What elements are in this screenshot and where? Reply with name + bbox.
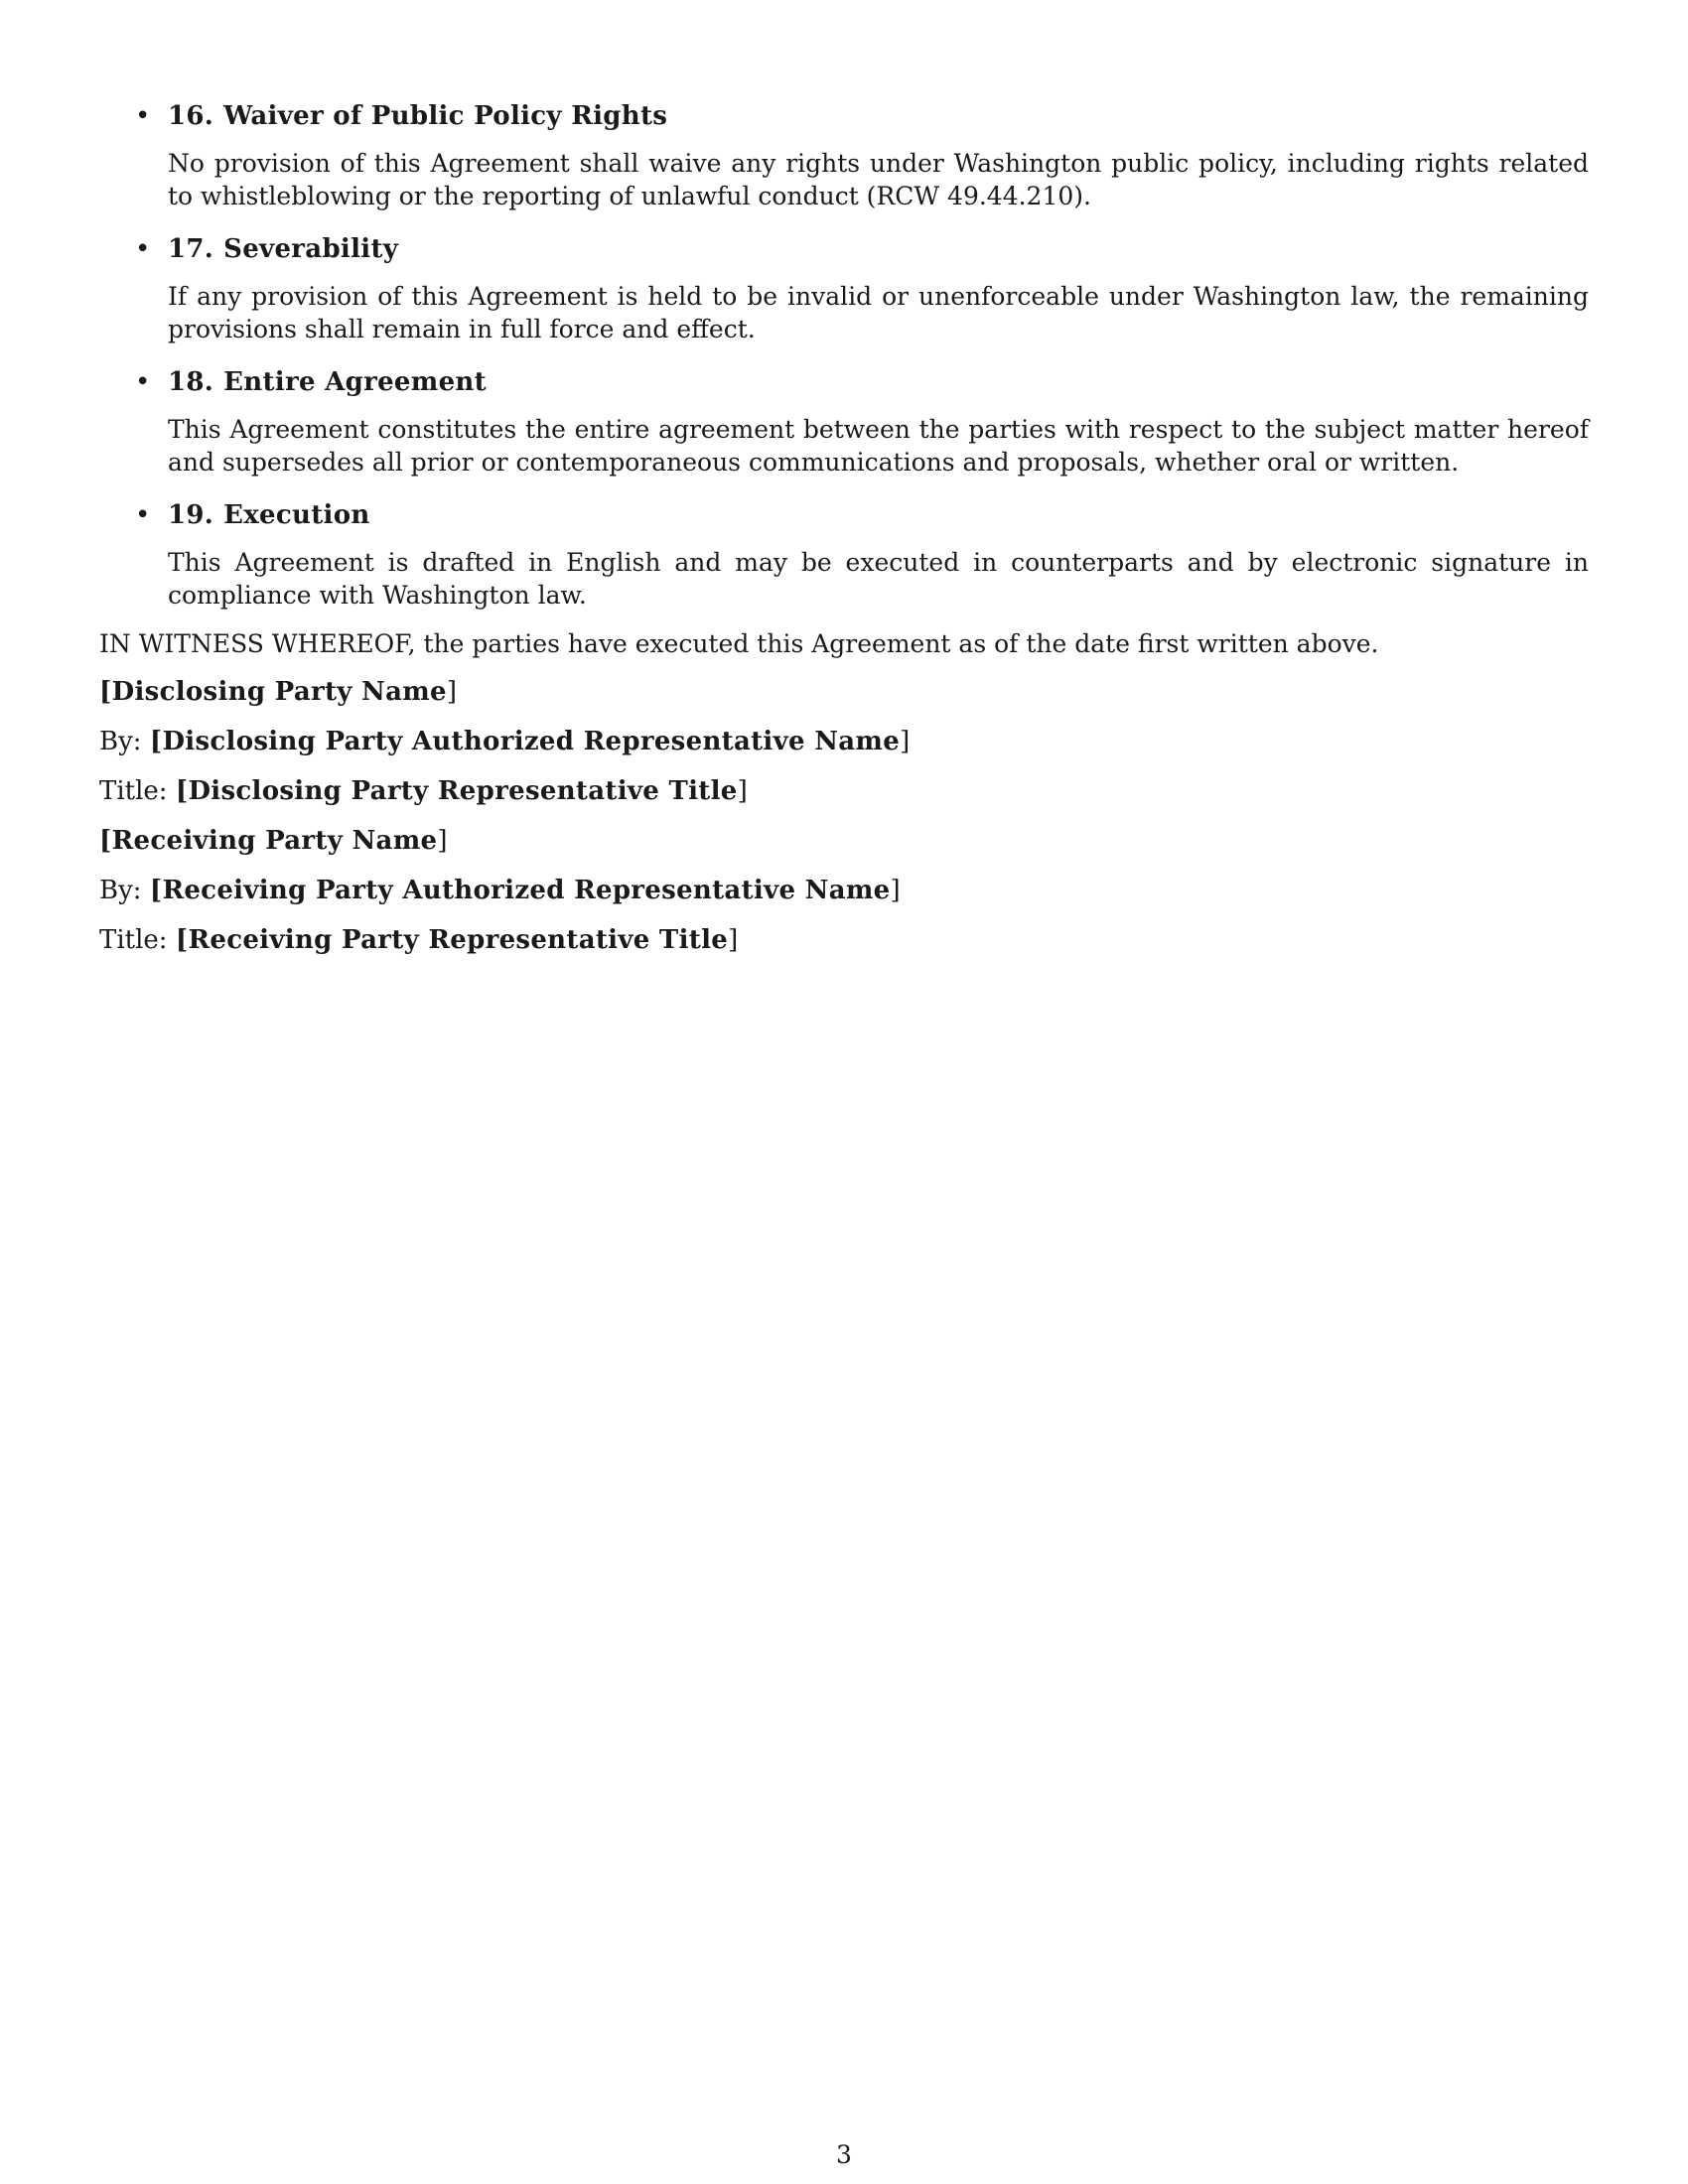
signature-block-disclosing xyxy=(99,674,1589,809)
by-label: By: xyxy=(99,727,150,756)
clause-number: 19. xyxy=(168,500,214,530)
clause-body: This Agreement constitutes the entire agreement between the parties with respect to the subject matter hereof and supersedes all prior or contemporaneous communications and proposals, whether oral or written. xyxy=(168,415,1589,477)
bullet-icon: • xyxy=(135,234,151,264)
receiving-title-line: Title: [Receiving Party Representative Title] xyxy=(99,925,739,955)
disclosing-party-name-line: [Disclosing Party Name] xyxy=(99,677,458,707)
receiving-party-name: Receiving Party Name xyxy=(111,826,438,856)
signature-block-receiving xyxy=(99,823,1589,958)
clause-16 xyxy=(99,95,1589,212)
receiving-rep-title: Receiving Party Representative Title xyxy=(188,925,729,955)
bullet-icon: • xyxy=(135,500,151,530)
clause-body: If any provision of this Agreement is held to be invalid or unenforceable under Washington law, the remaining provisions shall remain in full force and effect. xyxy=(168,282,1589,343)
receiving-rep-name: Receiving Party Authorized Representative Name xyxy=(162,876,891,905)
disclosing-party-name: Disclosing Party Name xyxy=(111,677,447,707)
disclosing-rep-title: Disclosing Party Representative Title xyxy=(188,776,738,806)
page-number: 3 xyxy=(836,2140,852,2169)
clause-title xyxy=(168,228,1589,270)
disclosing-rep-name: Disclosing Party Authorized Representative Name xyxy=(162,727,901,756)
disclosing-by-line: By: [Disclosing Party Authorized Representative Name] xyxy=(99,727,911,756)
clause-heading: Severability xyxy=(223,234,399,264)
clause-heading: Entire Agreement xyxy=(223,367,487,397)
clause-number: 16. xyxy=(168,101,214,131)
by-label: By: xyxy=(99,876,150,905)
witness-statement: IN WITNESS WHEREOF, the parties have executed this Agreement as of the date first written above. xyxy=(99,629,1379,658)
receiving-party-name-line: [Receiving Party Name] xyxy=(99,826,448,856)
clause-title xyxy=(168,494,1589,536)
clause-number: 18. xyxy=(168,367,214,397)
title-label: Title: xyxy=(99,776,176,806)
clause-list xyxy=(99,95,1589,612)
clause-heading: Execution xyxy=(223,500,370,530)
clause-body: This Agreement is drafted in English and may be executed in counterparts and by electronic signature in compliance with Washington law. xyxy=(168,548,1589,610)
bullet-icon: • xyxy=(135,367,151,397)
title-label: Title: xyxy=(99,925,176,955)
clause-18 xyxy=(99,361,1589,478)
disclosing-title-line: Title: [Disclosing Party Representative Title] xyxy=(99,776,748,806)
receiving-by-line: By: [Receiving Party Authorized Representative Name] xyxy=(99,876,901,905)
clause-body: No provision of this Agreement shall waive any rights under Washington public policy, including rights related to whistleblowing or the reporting of unlawful conduct (RCW 49.44.210). xyxy=(168,149,1589,210)
document-page xyxy=(99,95,1589,972)
clause-19 xyxy=(99,494,1589,612)
clause-title xyxy=(168,95,1589,137)
bullet-icon: • xyxy=(135,101,151,131)
clause-heading: Waiver of Public Policy Rights xyxy=(223,101,668,131)
clause-number: 17. xyxy=(168,234,214,264)
clause-17 xyxy=(99,228,1589,345)
clause-title xyxy=(168,361,1589,403)
